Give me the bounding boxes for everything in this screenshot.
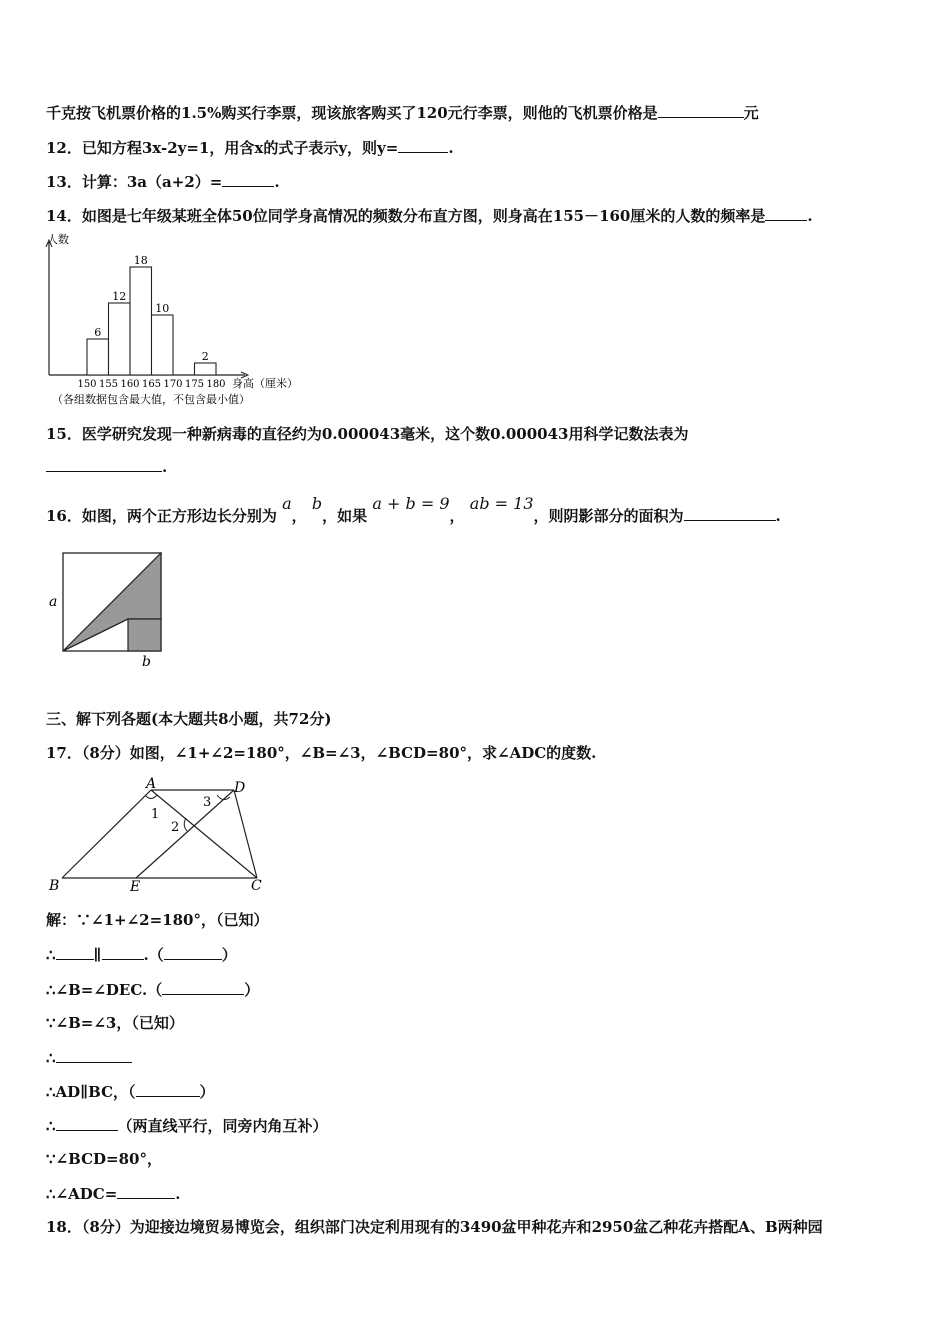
histogram-bar xyxy=(152,315,174,375)
answer-blank[interactable] xyxy=(56,944,94,960)
answer-blank[interactable] xyxy=(56,1047,132,1063)
x-axis-label: 身高（厘米） xyxy=(232,377,298,390)
section-3-heading: 三、解下列各题(本大题共8小题，共72分) xyxy=(46,710,332,728)
solution-step-5: ∴ xyxy=(46,1047,132,1068)
x-tick-label: 170 xyxy=(163,379,183,390)
solution-step-8: ∵∠BCD=80°， xyxy=(46,1150,162,1168)
segment-DE xyxy=(136,790,234,878)
label-a: a xyxy=(49,594,58,610)
continuation-line: 千克按飞机票价格的1.5%购买行李票，现该旅客购买了120元行李票，则他的飞机票价格是 元 xyxy=(46,104,759,122)
var-a: a xyxy=(282,494,292,513)
answer-blank[interactable] xyxy=(222,171,274,187)
equation-sum: a + b = 9 xyxy=(372,494,450,513)
label-b: b xyxy=(142,654,151,670)
solution-step-6: ∴AD∥BC，（ ） xyxy=(46,1083,215,1101)
geometry-figure xyxy=(44,775,284,897)
x-tick-label: 175 xyxy=(184,379,205,390)
y-axis-label: 人数 xyxy=(47,233,69,246)
chart-note: （各组数据包含最大值，不包含最小值） xyxy=(52,393,250,406)
var-b: b xyxy=(311,494,323,513)
label-angle-1: 1 xyxy=(151,807,160,822)
solution-step-2: ∴ ∥ .（ ） xyxy=(46,946,237,964)
answer-blank[interactable] xyxy=(398,137,448,153)
histogram-bar xyxy=(87,339,109,375)
question-16: 16．如图，两个正方形边长分别为 a， b，如果 a + b = 9， ab = 13，则阴影部分的面积为 . xyxy=(46,494,781,525)
label-angle-3: 3 xyxy=(203,795,212,810)
histogram-bar xyxy=(130,267,152,375)
x-tick-label: 150 xyxy=(77,379,97,390)
x-tick-label: 180 xyxy=(206,379,226,390)
answer-blank[interactable] xyxy=(117,1183,175,1199)
answer-blank[interactable] xyxy=(102,944,144,960)
question-15: 15．医学研究发现一种新病毒的直径约为0.000043毫米，这个数0.000043用科学记数法表为 xyxy=(46,425,689,443)
squares-figure xyxy=(44,548,174,674)
segment-DC xyxy=(234,790,257,878)
question-18: 18．（8分）为迎接边境贸易博览会，组织部门决定利用现有的3490盆甲种花卉和2950盆乙种花卉搭配A、B两种园 xyxy=(46,1218,823,1236)
answer-blank[interactable] xyxy=(162,979,244,995)
answer-blank[interactable] xyxy=(46,456,162,472)
histogram-bar xyxy=(195,363,217,375)
bar-value-label: 12 xyxy=(112,290,127,303)
histogram xyxy=(46,232,298,406)
question-12: 12．已知方程3x-2y=1，用含x的式子表示y，则y= . xyxy=(46,139,454,157)
label-A: A xyxy=(146,776,157,792)
answer-blank[interactable] xyxy=(684,505,776,521)
angle-1-arc xyxy=(145,795,157,799)
question-17: 17．（8分）如图，∠1+∠2=180°，∠B=∠3，∠BCD=80°，求∠ADC的度数. xyxy=(46,744,597,762)
x-tick-label: 165 xyxy=(141,379,162,390)
x-tick-label: 155 xyxy=(98,379,119,390)
histogram-bar xyxy=(109,303,131,375)
answer-blank[interactable] xyxy=(56,1115,118,1131)
question-14: 14．如图是七年级某班全体50位同学身高情况的频数分布直方图，则身高在155－160厘米的人数的频率是 . xyxy=(46,207,813,225)
answer-blank[interactable] xyxy=(765,205,807,221)
bar-value-label: 10 xyxy=(155,302,170,315)
solution-step-1: 解：∵∠1+∠2=180°，（已知） xyxy=(46,911,269,929)
question-13: 13．计算：3a（a+2）= . xyxy=(46,173,280,191)
small-square xyxy=(128,619,161,651)
solution-step-3: ∴∠B=∠DEC.（ ） xyxy=(46,981,260,999)
answer-blank[interactable] xyxy=(136,1081,200,1097)
segment-AB xyxy=(62,790,151,878)
bar-value-label: 2 xyxy=(201,350,209,363)
bar-value-label: 18 xyxy=(133,254,148,267)
solution-step-9: ∴∠ADC= . xyxy=(46,1185,181,1203)
label-D: D xyxy=(234,780,246,796)
question-15-answer: . xyxy=(46,456,167,477)
label-B: B xyxy=(49,878,60,894)
label-angle-2: 2 xyxy=(171,820,180,835)
solution-step-7: ∴ （两直线平行，同旁内角互补） xyxy=(46,1117,328,1135)
label-E: E xyxy=(130,879,141,895)
bar-value-label: 6 xyxy=(94,326,102,339)
answer-blank[interactable] xyxy=(658,102,744,118)
label-C: C xyxy=(251,878,262,894)
histogram-figure xyxy=(40,230,320,410)
equation-product: ab = 13 xyxy=(469,494,534,513)
solution-step-4: ∵∠B=∠3，（已知） xyxy=(46,1014,184,1032)
answer-blank[interactable] xyxy=(164,944,222,960)
x-tick-label: 160 xyxy=(120,379,140,390)
